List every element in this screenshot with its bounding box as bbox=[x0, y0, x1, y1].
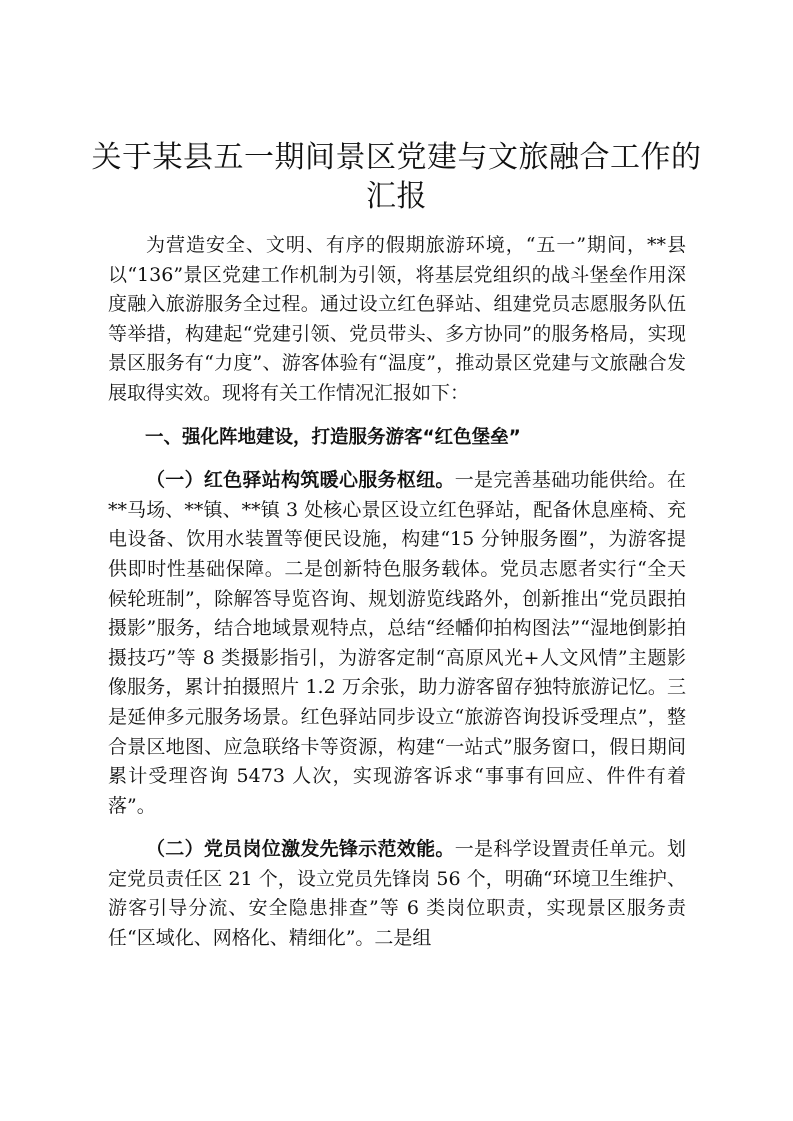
paragraph-text-red-station: 一是完善基础功能供给。在**马场、**镇、**镇 3 处核心景区设立红色驿站，配备休息座椅、充电设备、饮用水装置等便民设施，构建“15 分钟服务圈”，为游客提供即时性基础保障。二是创新特色服务载体。党员志愿者实行“全天候轮班制”，除解答导览咨询、规划游览线路外，创新推出“党员跟拍摄影”服务，结合地域景观特点，总结“经幡仰拍构图法”“湿地倒影拍摄技巧”等 8 类摄影指引，为游客定制“高原风光+人文风情”主题影像服务，累计拍摄照片 1.2 万余张，助力游客留存独特旅游记忆。三是延伸多元服务场景。红色驿站同步设立“旅游咨询投诉受理点”，整合景区地图、应急联络卡等资源，构建“一站式”服务窗口，假日期间累计受理咨询 5473 人次，实现游客诉求“事事有回应、件件有着落”。 bbox=[108, 469, 686, 817]
section-heading: 一、强化阵地建设，打造服务游客“红色堡垒” bbox=[145, 426, 521, 448]
intro-paragraph: 为营造安全、文明、有序的假期旅游环境，“五一”期间，**县以“136”景区党建工作机制为引领，将基层党组织的战斗堡垒作用深度融入旅游服务全过程。通过设立红色驿站、组建党员志愿服务队伍等举措，构建起“党建引领、党员带头、多方协同”的服务格局，实现景区服务有“力度”、游客体验有“温度”，推动景区党建与文旅融合发展取得实效。现将有关工作情况汇报如下： bbox=[108, 234, 686, 404]
paragraph-lead-red-station: （一）红色驿站构筑暖心服务枢纽。 bbox=[146, 469, 455, 492]
paragraph-party-posts bbox=[108, 835, 686, 953]
paragraph-lead-party-posts: （二）党员岗位激发先锋示范效能。 bbox=[146, 838, 455, 861]
document-body bbox=[108, 231, 686, 968]
paragraph-text-party-posts: 一是科学设置责任单元。划定党员责任区 21 个，设立党员先锋岗 56 个，明确“环境卫生维护、游客引导分流、安全隐患排查”等 6 类岗位职责，实现景区服务责任“区域化、网格化、精细化”。二是组 bbox=[108, 838, 686, 950]
paragraph-red-station bbox=[108, 466, 686, 821]
document-title: 关于某县五一期间景区党建与文旅融合工作的汇报 bbox=[91, 140, 702, 214]
